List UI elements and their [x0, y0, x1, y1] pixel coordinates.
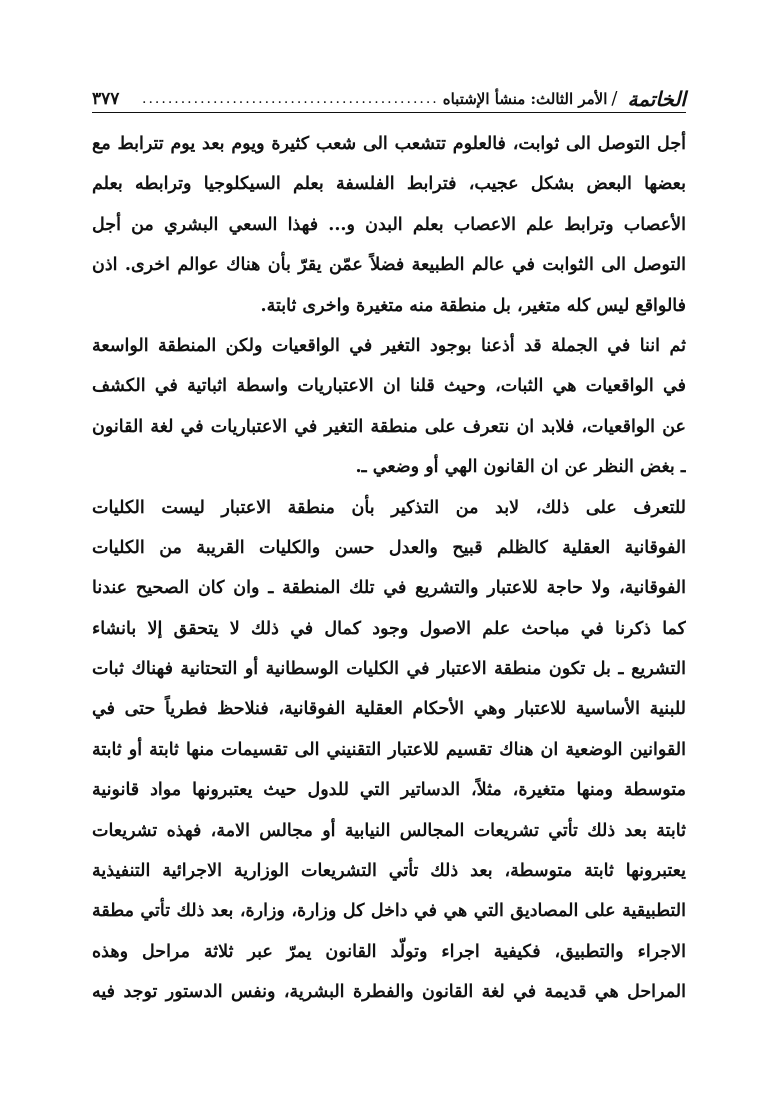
- text-line: يعتبرونها ثابتة متوسطة، بعد ذلك تأتي التشريعات الوزارية الاجرائية التنفيذية: [92, 861, 686, 882]
- section-title: الأمر الثالث: منشأ الإشتباه: [442, 90, 608, 108]
- text-line: التطبيقية على المصاديق التي هي في داخل كل وزارة، وزارة، بعد ذلك تأتي مطقة: [92, 901, 686, 922]
- text-line: الفوقانية العقلية كالظلم قبيح والعدل حسن والكليات القريبة من الكليات: [92, 537, 686, 558]
- text-line: أجل التوصل الى ثوابت، فالعلوم تتشعب الى شعب كثيرة ويوم بعد يوم تترابط مع: [92, 134, 686, 154]
- text-line: في الواقعيات هي الثبات، وحيث قلنا ان الاعتباريات واسطة اثباتية في الكشف: [92, 376, 686, 397]
- text-line: متوسطة ومنها متغيرة، مثلاً، الدساتير التي للدول حيث يعتبرونها مواد قانونية: [92, 780, 686, 801]
- text-line: التوصل الى الثوابت في عالم الطبيعة فضلاً عمّن يقرّ بأن هناك عوالم اخرى. اذن: [92, 255, 686, 276]
- text-line: للبنية الأساسية للاعتبار وهي الأحكام العقلية الفوقانية، فنلاحظ فطرياً حتى في: [92, 699, 686, 720]
- text-line: الاجراء والتطبيق، فكيفية اجراء وتولّد القانون يمرّ عبر ثلاثة مراحل وهذه: [92, 941, 686, 962]
- running-header: [92, 78, 686, 113]
- text-line: ثم اننا في الجملة قد أذعنا بوجود التغير في الواقعيات ولكن المنطقة الواسعة: [92, 335, 686, 356]
- text-line: كما ذكرنا في مباحث علم الاصول وجود كمال في ذلك لا يتحقق إلا بانشاء: [92, 618, 686, 639]
- text-line: القوانين الوضعية ان هناك تقسيم للاعتبار التقنيني الى تقسيمات منها ثابتة أو ثابتة: [92, 739, 686, 760]
- text-line: التشريع ـ بل تكون منطقة الاعتبار في الكليات الوسطانية أو التحتانية فهناك ثبات: [92, 659, 686, 680]
- page-number: ٣٧٧: [92, 89, 120, 109]
- text-line: الأعصاب وترابط علم الاعصاب بعلم البدن و... فهذا السعي البشري من أجل: [92, 214, 686, 235]
- text-line: ـ بغض النظر عن ان القانون الهي أو وضعي ـ.: [355, 457, 686, 478]
- text-line: الفوقانية، ولا حاجة للاعتبار والتشريع في تلك المنطقة ـ وان كان الصحيح عندنا: [92, 578, 686, 599]
- text-line: المراحل هي قديمة في لغة القانون والفطرة البشرية، ونفس الدستور توجد فيه: [92, 982, 686, 1003]
- header-separator: /: [611, 88, 618, 109]
- text-line: بعضها البعض بشكل عجيب، فترابط الفلسفة بعلم السيكلوجيا وترابطه بعلم: [92, 174, 686, 195]
- text-line: فالواقع ليس كله متغير، بل منطقة منه متغيرة واخرى ثابتة.: [260, 295, 686, 316]
- text-line: ثابتة بعد ذلك تأتي تشريعات المجالس النيابية أو مجالس الامة، فهذه تشريعات: [92, 820, 686, 841]
- text-line: عن الواقعيات، فلابد ان نتعرف على منطقة التغير في الاعتباريات في لغة القانون: [92, 416, 686, 437]
- header-leader-dots: ..............................................: [142, 91, 439, 107]
- text-line: للتعرف على ذلك، لابد من التذكير بأن منطقة الاعتبار ليست الكليات: [92, 497, 686, 518]
- body-text: [92, 124, 686, 1013]
- book-logo: الخاتمة: [627, 87, 686, 111]
